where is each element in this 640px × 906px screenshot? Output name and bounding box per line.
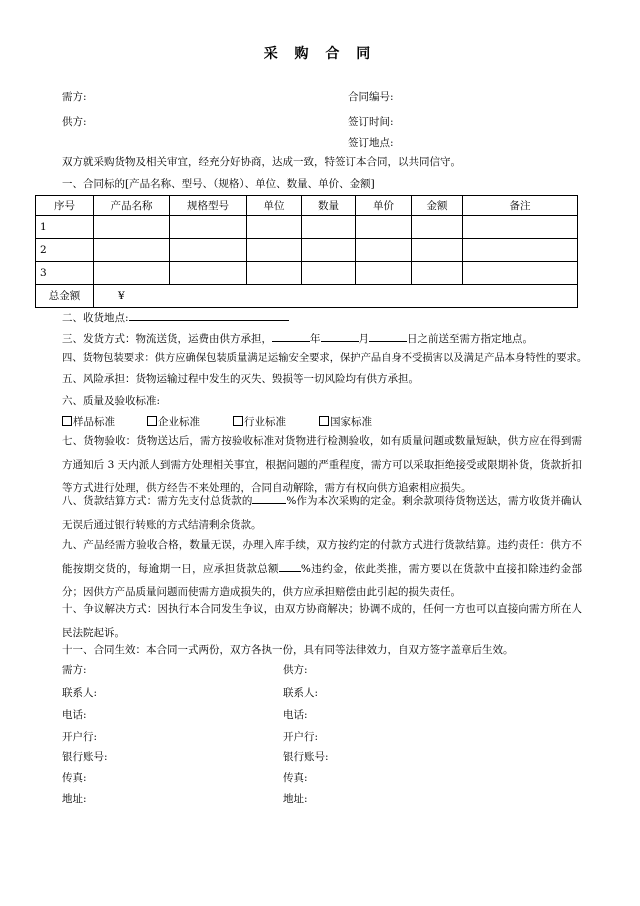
delivery-place-blank (129, 309, 289, 321)
sign-supplier-bank: 开户行: (283, 731, 319, 743)
sign-supplier-address: 地址: (283, 793, 308, 805)
section-5: 五、风险承担：货物运输过程中发生的灭失、毁损等一切风险均有供方承担。 (62, 373, 419, 385)
column-header: 序号 (36, 196, 94, 216)
day-blank (369, 330, 407, 342)
penalty-percent-blank (279, 560, 301, 572)
column-header: 产品名称 (94, 196, 170, 216)
supplier-label: 供方: (62, 116, 87, 128)
table-total-row (36, 285, 578, 308)
sign-buyer-bank: 开户行: (62, 731, 98, 743)
sign-place-label: 签订地点: (348, 137, 394, 149)
delivery-place-label: 二、收货地点: (62, 312, 129, 324)
row-number: 3 (36, 262, 94, 285)
deposit-percent-blank (252, 492, 286, 504)
table-row (36, 262, 578, 285)
document-title: 采 购 合 同 (263, 46, 377, 62)
section-4: 四、货物包装要求：供方应确保包装质量满足运输安全要求，保护产品自身不受损害以及满足产品本身特性的要求。 (62, 352, 588, 364)
checkbox-icon (233, 416, 243, 426)
month-blank (321, 330, 359, 342)
row-number: 1 (36, 216, 94, 239)
table-row (36, 216, 578, 239)
sign-time-label: 签订时间: (348, 116, 394, 128)
total-amount-label: 总金额 (36, 285, 94, 308)
sign-buyer: 需方: (62, 664, 87, 676)
sign-buyer-fax: 传真: (62, 772, 87, 784)
intro-text: 双方就采购货物及相关审宜，经充分好协商，达成一致，特签订本合同，以共同信守。 (62, 156, 461, 168)
standard-option[interactable]: 国家标准 (319, 415, 372, 429)
section-3: 三、发货方式：物流送货，运费由供方承担， 年 月 日之前送至需方指定地点。 (62, 330, 533, 346)
section-1-heading: 一、合同标的[产品名称、型号、（规格）、单位、数量、单价、金额] (62, 178, 375, 190)
section-11: 十一、合同生效：本合同一式两份，双方各执一份，具有同等法律效力，自双方签字盖章后生效。 (62, 644, 514, 656)
section-8: 八、货款结算方式：需方先支付总货款的 %作为本次采购的定金。剩余款项待货物送达，需方收货并确认无误后通过银行转账的方式结清剩余货款。 (62, 490, 582, 537)
sign-supplier-fax: 传真: (283, 772, 308, 784)
goods-table (35, 195, 578, 308)
column-header: 单位 (247, 196, 302, 216)
column-header: 单价 (356, 196, 412, 216)
buyer-label: 需方: (62, 91, 87, 103)
year-blank (272, 330, 310, 342)
checkbox-icon (147, 416, 157, 426)
checkbox-icon (319, 416, 329, 426)
sign-supplier-account: 银行账号: (283, 751, 329, 763)
sign-supplier-phone: 电话: (283, 709, 308, 721)
section-2 (62, 309, 289, 325)
standard-option[interactable]: 样品标准 (62, 415, 115, 429)
section-10: 十、争议解决方式：因执行本合同发生争议，由双方协商解决；协调不成的，任何一方也可以直接向需方所在人民法院起诉。 (62, 603, 582, 639)
section-9: 九、产品经需方验收合格，数量无误，办理入库手续，双方按约定的付款方式进行货款结算。违约责任：供方不能按期交货的，每逾期一日，应承担货款总额 %违约金，依此类推，需方要以在货款中直接扣除违约金部分；因供方产品质量问题而使需方造成损失的，供方应承担赔偿由此引起的损失责任。 (62, 539, 583, 598)
section-6: 六、质量及验收标准: (62, 395, 161, 407)
sign-buyer-contact: 联系人: (62, 687, 98, 699)
checkbox-icon (62, 416, 72, 426)
standard-option[interactable]: 行业标准 (233, 415, 286, 429)
total-amount-value: ¥ (94, 285, 578, 308)
sign-buyer-account: 银行账号: (62, 751, 108, 763)
column-header: 金额 (412, 196, 463, 216)
column-header: 规格型号 (170, 196, 247, 216)
sign-supplier: 供方: (283, 664, 308, 676)
sign-buyer-address: 地址: (62, 793, 87, 805)
table-header-row (36, 196, 578, 216)
table-row (36, 239, 578, 262)
row-number: 2 (36, 239, 94, 262)
sign-supplier-contact: 联系人: (283, 687, 319, 699)
contract-number-label: 合同编号: (348, 91, 394, 103)
sign-buyer-phone: 电话: (62, 709, 87, 721)
column-header: 备注 (463, 196, 578, 216)
column-header: 数量 (302, 196, 356, 216)
standard-option[interactable]: 企业标准 (147, 415, 200, 429)
section-7: 七、货物验收：货物送达后，需方按验收标准对货物进行检测验收，如有质量问题或数量短缺，供方应在得到需方通知后 3 天内派人到需方处理相关事宜，根据问题的严重程度，需方可以采取拒绝接受或限期补货，货款折扣等方式进行处理，供方经告不来处理的，合同自动解除，需方有权向供方追索相应损失。 (62, 435, 582, 494)
